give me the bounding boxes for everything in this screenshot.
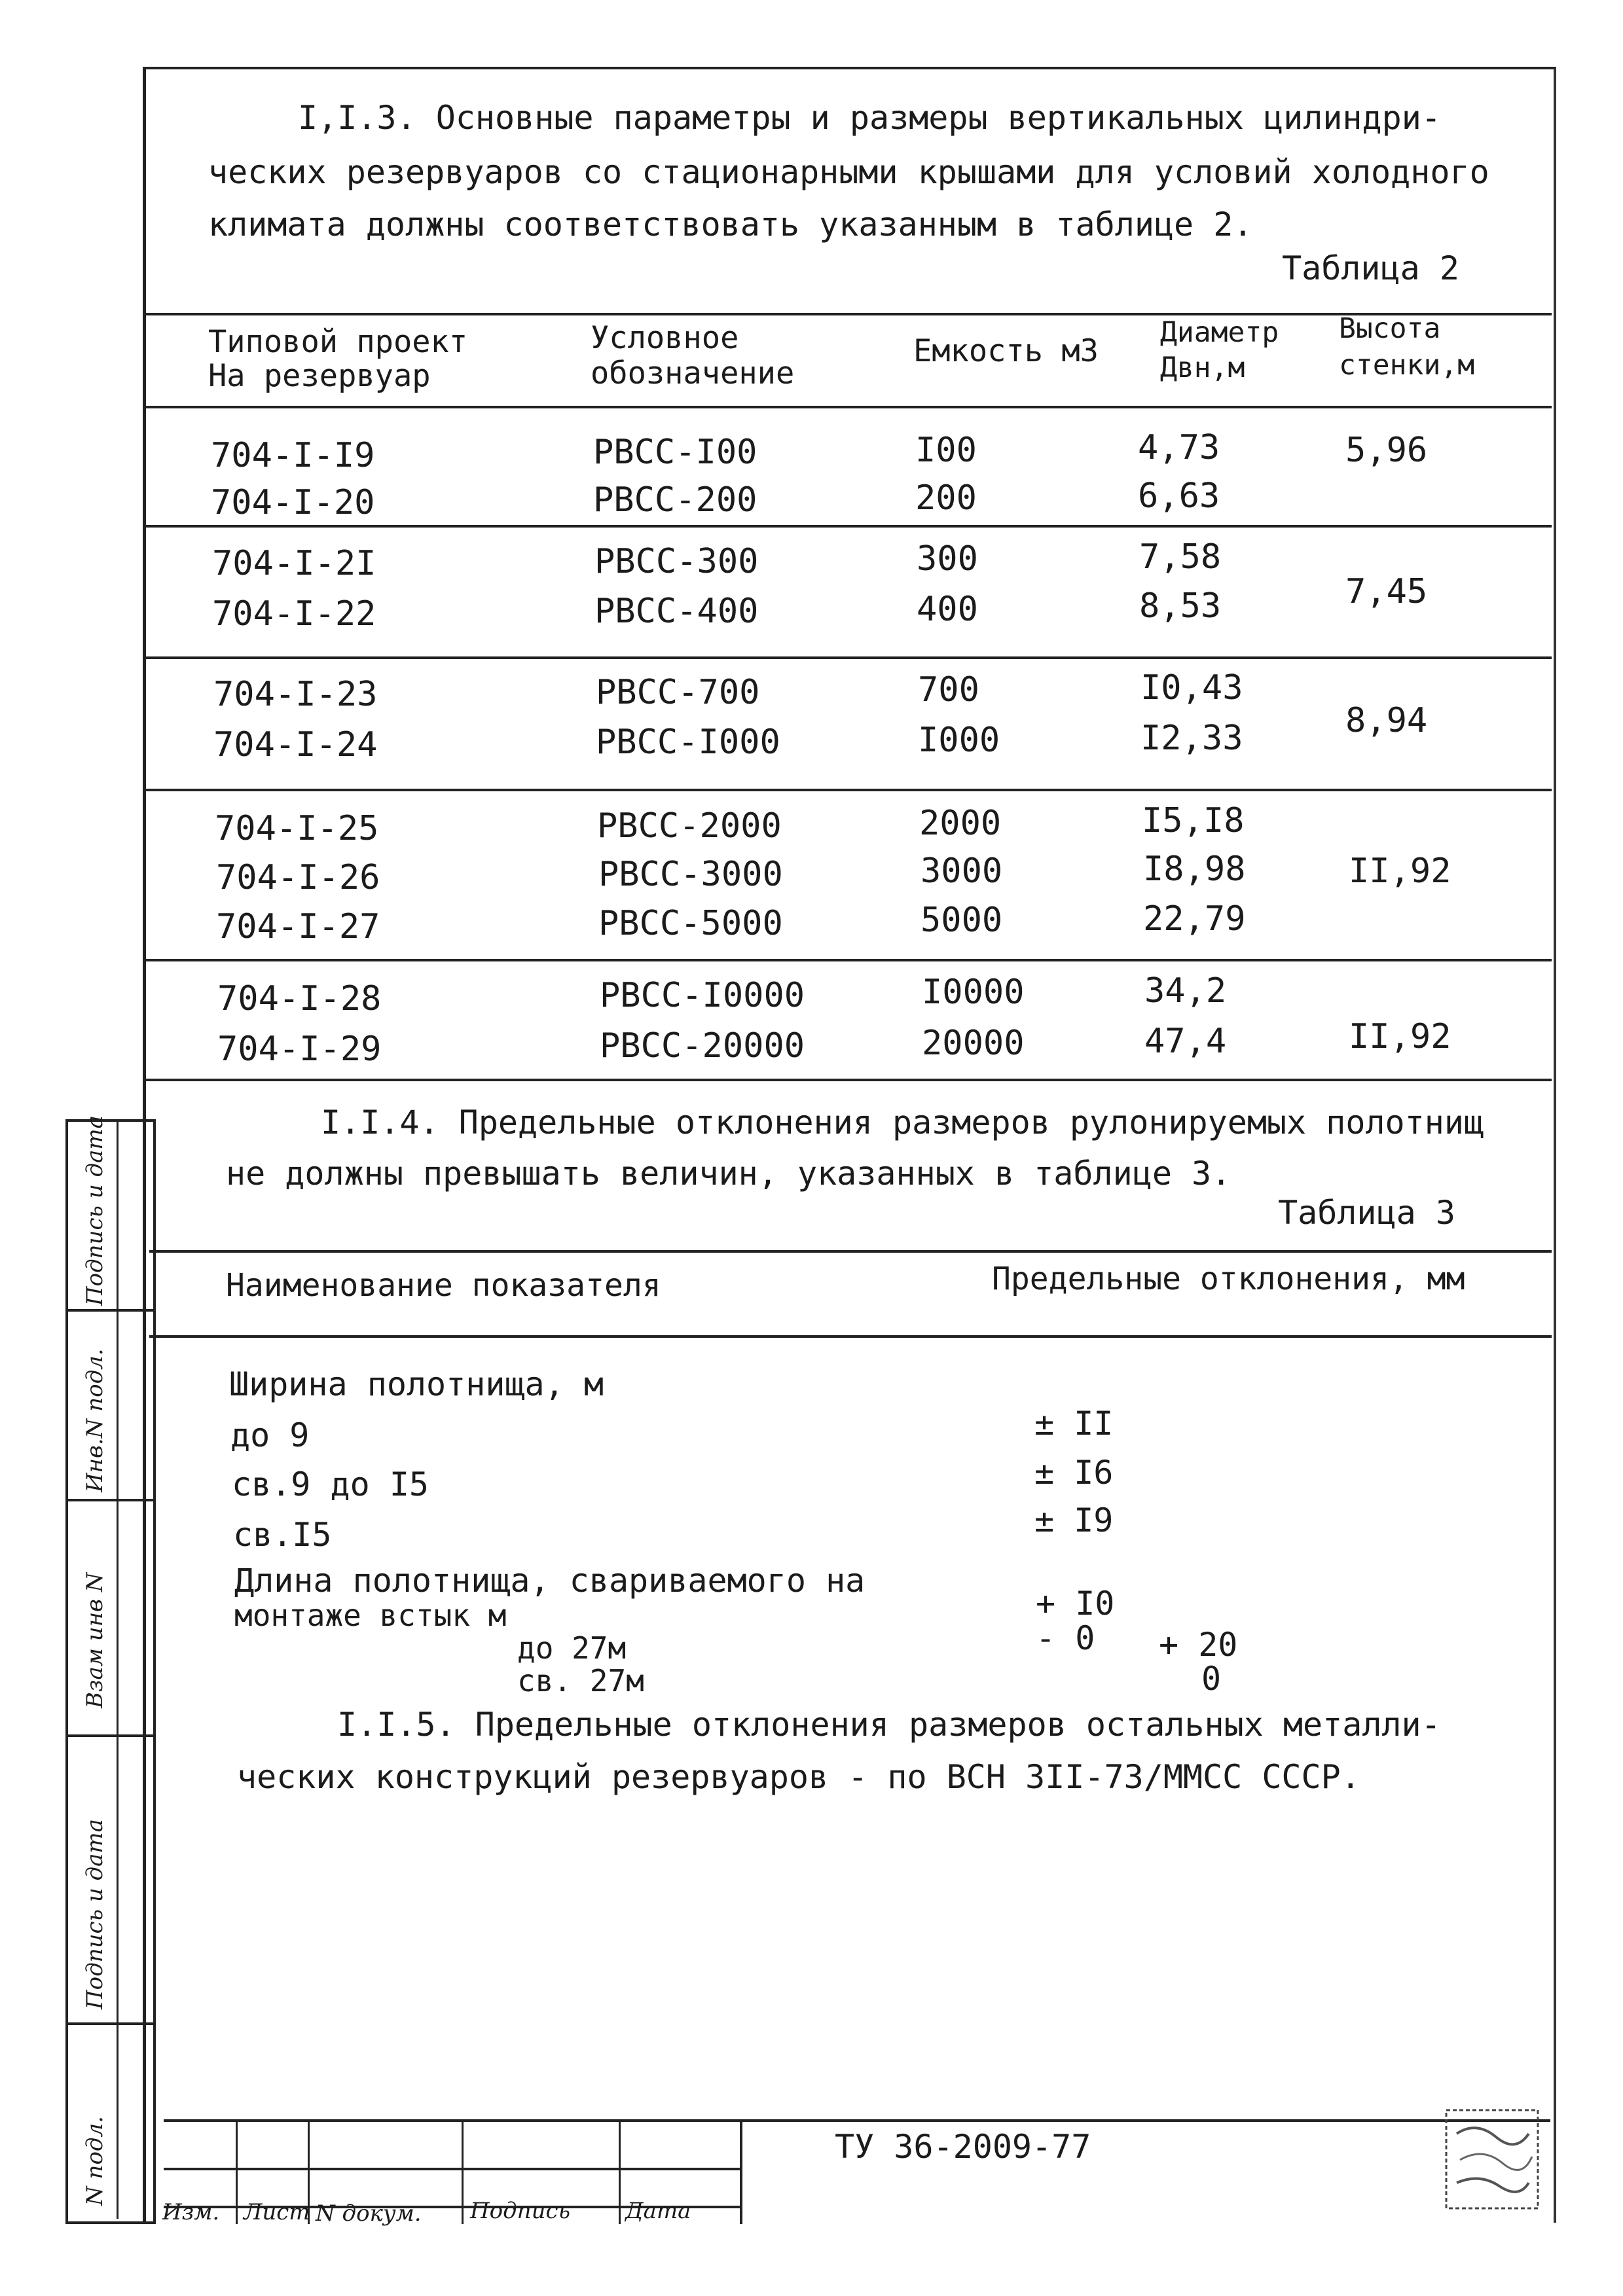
table-cell-capacity: 5000 (921, 901, 1003, 940)
table-cell-diameter: 4,73 (1138, 428, 1220, 467)
table-cell-project: 704-I-29 (217, 1030, 382, 1069)
table-cell-designation: РВСС-2000 (597, 806, 782, 846)
table-cell-capacity: I00 (915, 431, 977, 470)
header-designation: Условное (591, 320, 739, 356)
table-cell-capacity: 2000 (919, 804, 1002, 843)
table3-length-title: Длина полотнища, свариваемого на (234, 1562, 866, 1600)
table3-length-dev-lower-2: 0 (1201, 1660, 1222, 1698)
table-cell-capacity: 300 (917, 539, 978, 579)
title-block-label: Дата (625, 2198, 691, 2224)
header-designation-2: обозначение (591, 355, 795, 391)
table-cell-designation: РВСС-700 (596, 673, 760, 712)
table-cell-project: 704-I-27 (216, 907, 380, 946)
table-cell-project: 704-I-20 (211, 483, 375, 522)
header-capacity: Емкость м3 (913, 333, 1099, 369)
table-cell-diameter: 7,58 (1139, 537, 1222, 577)
table-cell-designation: РВСС-I0000 (600, 976, 805, 1015)
header-height: Высота (1339, 312, 1441, 345)
table3-length-upto: до 27м (517, 1630, 627, 1666)
table3-header-rule (149, 1335, 1552, 1338)
table3-row-value: ± I9 (1034, 1501, 1114, 1539)
side-stamp-rule (65, 1309, 153, 1312)
section-1-1-5-line1: I.I.5. Предельные отклонения размеров остальных металли- (337, 1706, 1441, 1744)
table3-row-label: св.I5 (233, 1516, 332, 1554)
side-label: Подпись и дата (82, 1115, 108, 1306)
table-cell-height: 7,45 (1345, 572, 1428, 611)
table2-group-divider (144, 959, 1552, 961)
header-diameter: Диаметр (1160, 316, 1279, 349)
table3-length-dev-upper-1: + I0 (1036, 1585, 1115, 1623)
table-cell-diameter: 6,63 (1138, 476, 1220, 516)
table-cell-capacity: 400 (917, 590, 978, 629)
table2-group-divider (144, 525, 1552, 528)
table-cell-capacity: 200 (915, 478, 977, 518)
table-cell-designation: РВСС-I00 (593, 433, 757, 472)
table-cell-project: 704-I-22 (212, 594, 376, 634)
side-label: Инв.N подл. (82, 1348, 108, 1492)
title-block-col (619, 2119, 621, 2224)
header-project-2: На резервуар (208, 358, 431, 394)
table-cell-height: II,92 (1349, 852, 1451, 891)
table3-header-name: Наименование показателя (226, 1267, 661, 1304)
title-block-row-rule (164, 2168, 740, 2170)
table-cell-designation: РВСС-3000 (598, 855, 783, 894)
header-project: Типовой проект (208, 324, 468, 360)
table-cell-diameter: I2,33 (1140, 719, 1243, 758)
side-stamp-divider (117, 1119, 119, 2219)
table-cell-diameter: I0,43 (1140, 668, 1243, 708)
table-cell-diameter: 47,4 (1144, 1022, 1227, 1061)
title-block-col (236, 2119, 238, 2224)
table-cell-project: 704-I-26 (216, 858, 380, 897)
table3-length-title-2: монтаже встык м (234, 1598, 507, 1633)
document-code: ТУ 36-2009-77 (835, 2128, 1091, 2166)
table-cell-diameter: 22,79 (1143, 899, 1246, 939)
table2-bottom-rule (144, 1079, 1552, 1081)
table3-row-label: до 9 (230, 1416, 310, 1454)
table-cell-designation: РВСС-200 (593, 480, 757, 520)
section-1-1-4-line1: I.I.4. Предельные отклонения размеров рулонируемых полотнищ (321, 1103, 1484, 1141)
table2-group-divider (144, 656, 1552, 659)
table3-header-deviation: Предельные отклонения, мм (992, 1261, 1465, 1297)
section-1-1-3-line3: климата должны соответствовать указанным в таблице 2. (208, 206, 1253, 243)
table-cell-designation: РВСС-5000 (598, 904, 783, 943)
table-cell-capacity: 700 (918, 670, 979, 709)
side-label: N подл. (82, 2116, 108, 2206)
table-cell-project: 704-I-23 (213, 675, 378, 714)
title-block-label: Изм. (162, 2199, 220, 2225)
title-block-divider (740, 2119, 742, 2224)
table-cell-diameter: 8,53 (1139, 586, 1222, 626)
table-cell-project: 704-I-24 (213, 725, 378, 764)
table3-row-value: ± II (1034, 1405, 1114, 1443)
side-label: Взам инв N (82, 1572, 108, 1708)
side-stamp-rule (65, 1734, 153, 1737)
table-cell-capacity: 3000 (921, 852, 1003, 891)
table2-header-rule (144, 406, 1552, 408)
table-cell-designation: РВСС-300 (594, 542, 759, 581)
table-cell-diameter: 34,2 (1144, 971, 1227, 1011)
table3-top-rule (149, 1250, 1552, 1253)
table3-length-over: св. 27м (517, 1663, 644, 1698)
table3-caption: Таблица 3 (1278, 1194, 1455, 1232)
page-stamp-mark (1444, 2108, 1542, 2212)
table3-length-dev-lower-1: - 0 (1036, 1619, 1095, 1657)
table-cell-project: 704-I-I9 (211, 436, 375, 475)
section-1-1-3-line2: ческих резервуаров со стационарными крышами для условий холодного (208, 153, 1489, 191)
table-cell-project: 704-I-25 (215, 809, 379, 848)
table-cell-project: 704-I-28 (217, 979, 382, 1018)
header-height-2: стенки,м (1339, 349, 1475, 382)
table-cell-capacity: I0000 (922, 973, 1025, 1012)
section-1-1-5-line2: ческих конструкций резервуаров - по ВСН 3II-73/ММСС СССР. (237, 1758, 1360, 1796)
side-stamp-rule (65, 1499, 153, 1501)
header-diameter-2: Двн,м (1160, 351, 1245, 384)
table-cell-diameter: I8,98 (1143, 850, 1246, 889)
title-block-label: Лист (244, 2199, 310, 2225)
table3-length-dev-upper-2: + 20 (1159, 1626, 1238, 1664)
table-cell-height: 8,94 (1345, 701, 1428, 740)
table-cell-diameter: I5,I8 (1142, 801, 1245, 840)
table3-row-value: ± I6 (1034, 1454, 1114, 1492)
table-cell-project: 704-I-2I (212, 544, 376, 583)
table-cell-capacity: 20000 (922, 1024, 1025, 1063)
table2-group-divider (144, 789, 1552, 791)
table-cell-designation: РВСС-400 (594, 592, 759, 631)
section-1-1-4-line2: не должны превышать величин, указанных в таблице 3. (226, 1155, 1231, 1193)
title-block-label: N докум. (316, 2200, 422, 2227)
table2-caption: Таблица 2 (1282, 249, 1459, 287)
table-cell-height: 5,96 (1345, 431, 1428, 470)
table-cell-height: II,92 (1349, 1017, 1451, 1056)
title-block-top-rule (164, 2119, 1550, 2122)
table3-row-label: св.9 до I5 (232, 1465, 429, 1503)
table-cell-designation: РВСС-I000 (596, 723, 780, 762)
side-stamp-rule (65, 2022, 153, 2025)
title-block-col (462, 2119, 464, 2224)
title-block-label: Подпись (470, 2198, 571, 2224)
section-1-1-3-line1: I,I.3. Основные параметры и размеры вертикальных цилиндри- (298, 99, 1441, 137)
side-label: Подпись и дата (82, 1819, 108, 2009)
table-cell-capacity: I000 (918, 721, 1000, 760)
table-cell-designation: РВСС-20000 (600, 1026, 805, 1066)
side-stamp-frame (65, 1119, 156, 2224)
table3-width-title: Ширина полотнища, м (229, 1365, 604, 1403)
